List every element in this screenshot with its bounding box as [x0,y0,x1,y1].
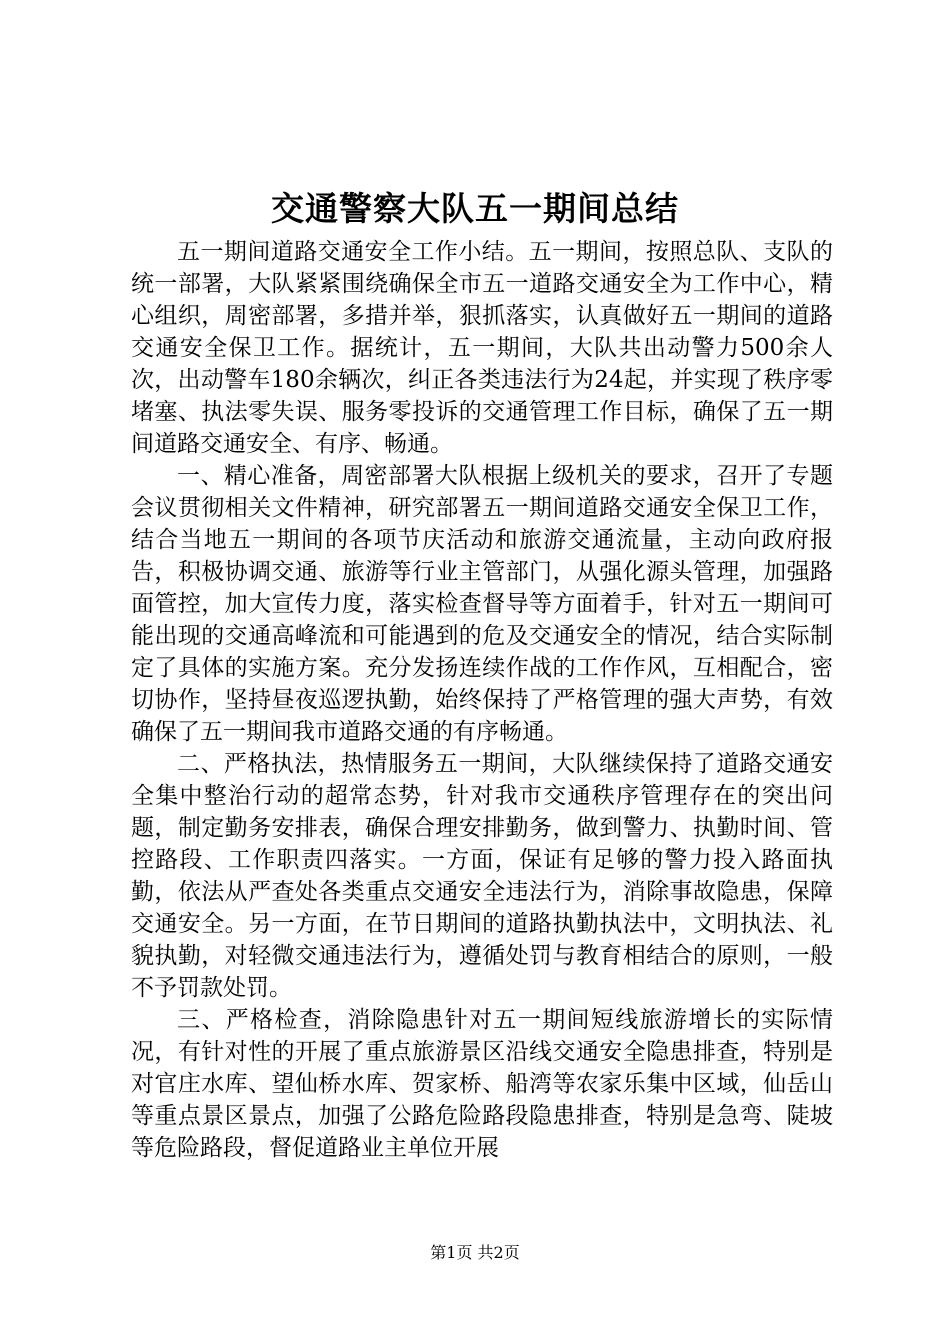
paragraph-intro: 五一期间道路交通安全工作小结。五一期间，按照总队、支队的统一部署，大队紧紧围绕确保全市五一道路交通安全为工作中心，精心组织，周密部署，多措并举，狠抓落实，认真做好五一期间的道路交通安全保卫工作。据统计，五一期间，大队共出动警力500余人次，出动警车180余辆次，纠正各类违法行为24起，并实现了秩序零堵塞、执法零失误、服务零投诉的交通管理工作目标，确保了五一期间道路交通安全、有序、畅通。 [131,239,833,457]
document-title: 交通警察大队五一期间总结 [271,189,679,228]
paragraph-section-3: 三、严格检查，消除隐患针对五一期间短线旅游增长的实际情况，有针对性的开展了重点旅游景区沿线交通安全隐患排查，特别是对官庄水库、望仙桥水库、贺家桥、船湾等农家乐集中区域，仙岳山等重点景区景点，加强了公路危险路段隐患排查，特别是急弯、陡坡等危险路段，督促道路业主单位开展 [131,1007,833,1161]
document-body [131,236,833,1164]
paragraph-section-2: 二、严格执法，热情服务五一期间，大队继续保持了道路交通安全集中整治行动的超常态势，针对我市交通秩序管理存在的突出问题，制定勤务安排表，确保合理安排勤务，做到警力、执勤时间、管控路段、工作职责四落实。一方面，保证有足够的警力投入路面执勤，依法从严查处各类重点交通安全违法行为，消除事故隐患，保障交通安全。另一方面，在节日期间的道路执勤执法中，文明执法、礼貌执勤，对轻微交通违法行为，遵循处罚与教育相结合的原则，一般不予罚款处罚。 [131,751,833,1001]
page-number-footer: 第1页 共2页 [430,1243,520,1262]
paragraph-section-1: 一、精心准备，周密部署大队根据上级机关的要求，召开了专题会议贯彻相关文件精神，研究部署五一期间道路交通安全保卫工作，结合当地五一期间的各项节庆活动和旅游交通流量，主动向政府报告，积极协调交通、旅游等行业主管部门，从强化源头管理，加强路面管控，加大宣传力度，落实检查督导等方面着手，针对五一期间可能出现的交通高峰流和可能遇到的危及交通安全的情况，结合实际制定了具体的实施方案。充分发扬连续作战的工作作风，互相配合，密切协作，坚持昼夜巡逻执勤，始终保持了严格管理的强大声势，有效确保了五一期间我市道路交通的有序畅通。 [131,463,833,745]
